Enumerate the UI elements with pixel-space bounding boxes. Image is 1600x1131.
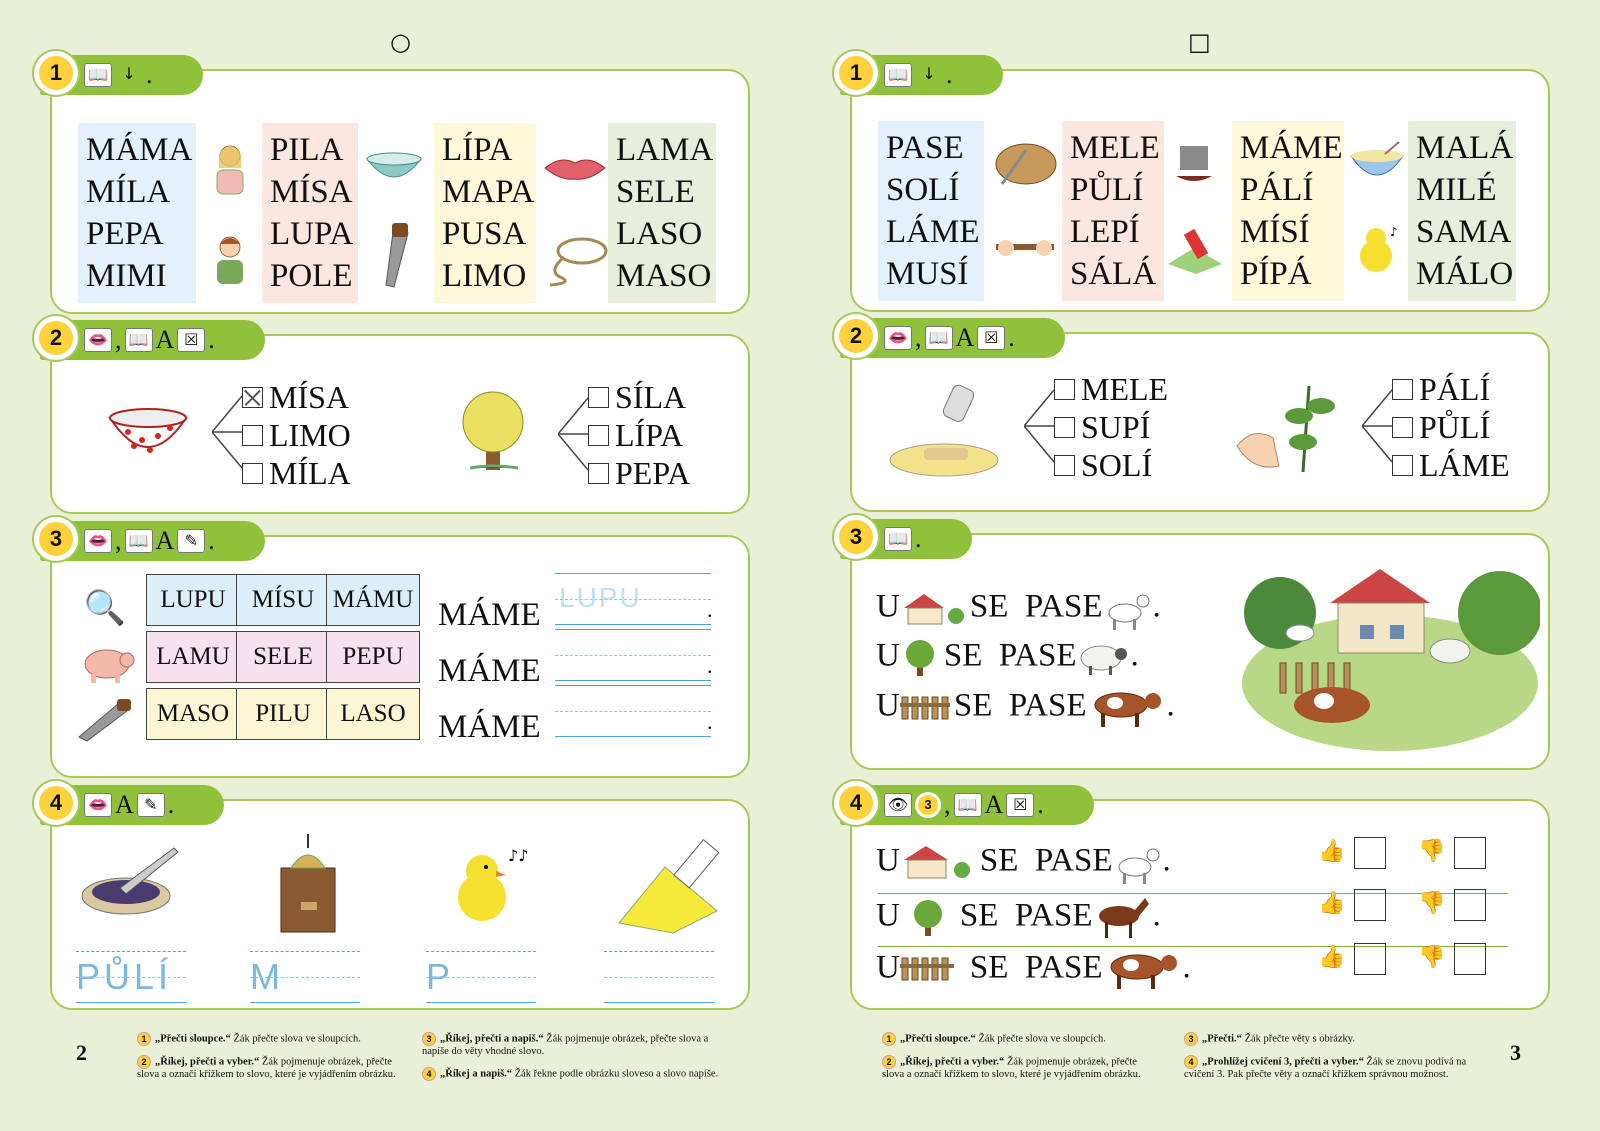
tree-picture bbox=[900, 896, 960, 940]
option: MÍSA bbox=[242, 378, 349, 416]
word: MÁMA bbox=[86, 132, 193, 168]
pen-icon: ✎ bbox=[177, 529, 205, 553]
cross-box-icon: ☒ bbox=[177, 328, 205, 352]
sentence: U SE PASE . bbox=[876, 587, 1161, 631]
sentence: U SE PASE . bbox=[876, 636, 1139, 680]
cross-box-icon: ☒ bbox=[1006, 793, 1034, 817]
pig-picture bbox=[78, 639, 136, 689]
writing-line[interactable] bbox=[555, 629, 711, 681]
word-column bbox=[78, 123, 196, 303]
mixing-bowl-picture bbox=[1346, 137, 1408, 187]
word: SÁLÁ bbox=[1070, 256, 1157, 292]
arrow-down-icon: ↓ bbox=[922, 64, 936, 83]
traced-word: M bbox=[250, 956, 280, 997]
saw-picture bbox=[74, 695, 134, 745]
farm-scene-picture bbox=[1240, 543, 1540, 753]
mouth-icon: 👄 bbox=[84, 328, 112, 352]
exercise-badge: 4 👁 3 , 📖 A ☒ . bbox=[840, 785, 1094, 825]
checkbox-checked[interactable] bbox=[242, 387, 263, 408]
checkbox[interactable] bbox=[588, 463, 609, 484]
word: PŮLÍ bbox=[1070, 172, 1144, 208]
eye-icon: 👁 bbox=[884, 793, 912, 817]
lips-picture bbox=[540, 151, 610, 185]
sheep-picture bbox=[1077, 638, 1131, 678]
exercise-number: 3 bbox=[34, 517, 78, 561]
instruction-note: 4 „Říkej a napiš.“ Žák řekne podle obrázku sloveso a slovo napíše. bbox=[422, 1067, 722, 1081]
breaking-stick-picture bbox=[990, 221, 1060, 271]
word: SAMA bbox=[1416, 214, 1512, 250]
pen-icon: ✎ bbox=[137, 793, 165, 817]
page-marker-square: □ bbox=[1188, 28, 1211, 56]
word-box: LASO bbox=[326, 688, 420, 740]
arrow-down-icon: ↓ bbox=[122, 64, 136, 83]
chick-picture bbox=[444, 841, 544, 937]
row-divider bbox=[878, 893, 1508, 894]
option: LIMO bbox=[242, 416, 351, 454]
checkbox[interactable] bbox=[1054, 379, 1075, 400]
svg-text:♪♪: ♪♪ bbox=[508, 846, 529, 865]
thumb-down-icon: 👎 bbox=[1418, 891, 1446, 916]
writing-line[interactable] bbox=[555, 685, 711, 737]
option: SÍLA bbox=[588, 378, 686, 416]
word: MÁME bbox=[1240, 130, 1343, 166]
thumb-up-icon: 👍 bbox=[1318, 891, 1346, 916]
exercise-1-right bbox=[849, 60, 1550, 312]
word-column bbox=[1232, 121, 1344, 301]
sentence-start: MÁME bbox=[438, 709, 541, 745]
word-box: PEPU bbox=[326, 631, 420, 683]
svg-text:♪: ♪ bbox=[1390, 225, 1398, 239]
word: MASO bbox=[616, 258, 712, 294]
word: PASE bbox=[886, 130, 964, 166]
instruction-note: 3 „Říkej, přečti a napiš.“ Žák pojmenuje obrázek, přečte slova a napíše do věty vhodné slovo. bbox=[422, 1033, 709, 1057]
exercise-badge: 2 👄 , 📖 A ☒ . bbox=[840, 318, 1065, 358]
word: PUSA bbox=[442, 216, 527, 252]
word-column bbox=[1408, 121, 1516, 301]
instruction-note: 2 „Říkej, přečti a vyber.“ Žák pojmenuje obrázek, přečte slova a označí křížkem to slovo, které je vyjádřením obrázku. bbox=[137, 1056, 396, 1080]
word-box: MASO bbox=[146, 688, 240, 740]
horse-picture bbox=[1093, 894, 1153, 942]
exercise-badge: 3 📖 . bbox=[840, 519, 972, 559]
checkbox[interactable] bbox=[1392, 379, 1413, 400]
cake-with-knife-picture bbox=[78, 843, 182, 923]
exercise-1-left bbox=[49, 60, 750, 314]
saw-picture bbox=[372, 221, 422, 291]
page-number: 2 bbox=[76, 1040, 87, 1065]
exercise-reference: 3 bbox=[915, 792, 941, 818]
instruction-note: 4 „Prohlížej cvičení 3, přečti a vyber.“ Žák se znovu podívá na cvičení 3. Pak přečte věty a označí křížkem správnou možnost. bbox=[1184, 1056, 1467, 1080]
option: LÍPA bbox=[588, 416, 683, 454]
checkbox[interactable] bbox=[588, 387, 609, 408]
thumb-up-icon: 👍 bbox=[1318, 839, 1346, 864]
traced-word: LUPU bbox=[559, 582, 642, 613]
house-picture bbox=[900, 844, 980, 882]
answer-box-yes[interactable] bbox=[1354, 837, 1386, 869]
exercise-3-left: 3 👄 , 📖 A ✎ . 🔍 LUPU MÍSU MÁMU LAMU SELE PEPU MASO PILU LASO MÁME MÁME MÁME LUPU . . . bbox=[50, 535, 750, 778]
word: POLE bbox=[270, 258, 353, 294]
exercise-2-left bbox=[49, 325, 750, 514]
cow-picture bbox=[1087, 685, 1167, 731]
exercise-number: 2 bbox=[34, 316, 78, 360]
writing-line[interactable] bbox=[250, 951, 360, 1003]
exercise-2-right bbox=[849, 323, 1550, 512]
checkbox[interactable] bbox=[242, 425, 263, 446]
word: MUSÍ bbox=[886, 256, 969, 292]
thumb-down-icon: 👎 bbox=[1418, 945, 1446, 970]
linden-tree-picture bbox=[456, 388, 530, 474]
book-icon: 📖 bbox=[884, 527, 912, 551]
word: LEPÍ bbox=[1070, 214, 1140, 250]
sentence: U SE PASE . bbox=[876, 894, 1161, 942]
exercise-badge: 1 📖 ↓ . bbox=[840, 55, 1003, 95]
answer-box-no[interactable] bbox=[1454, 837, 1486, 869]
book-icon: 📖 bbox=[925, 326, 953, 350]
exercise-number: 4 bbox=[34, 781, 78, 825]
exercise-number: 2 bbox=[834, 314, 878, 358]
answer-box-no[interactable] bbox=[1454, 943, 1486, 975]
option: MÍLA bbox=[242, 454, 351, 492]
goat-picture bbox=[1113, 841, 1163, 885]
exercise-number: 4 bbox=[834, 781, 878, 825]
word: PEPA bbox=[86, 216, 164, 252]
checkbox[interactable] bbox=[1054, 455, 1075, 476]
mouth-icon: 👄 bbox=[84, 793, 112, 817]
word: MIMI bbox=[86, 258, 167, 294]
word-column bbox=[262, 123, 358, 303]
checkbox[interactable] bbox=[1054, 417, 1075, 438]
checkbox[interactable] bbox=[588, 425, 609, 446]
word: MÍLA bbox=[86, 174, 171, 210]
word: LÍPA bbox=[442, 132, 513, 168]
instruction-note: 2 „Říkej, přečti a vyber.“ Žák pojmenuje obrázek, přečte slova a označí křížkem to slovo, které je vyjádřením obrázku. bbox=[882, 1056, 1141, 1080]
sentence-start: MÁME bbox=[438, 597, 541, 633]
bread-knife-picture bbox=[990, 137, 1060, 193]
answer-box-yes[interactable] bbox=[1354, 943, 1386, 975]
sentence: U SE PASE . bbox=[876, 685, 1175, 731]
word: MAPA bbox=[442, 174, 535, 210]
mouth-icon: 👄 bbox=[884, 326, 912, 350]
word: LIMO bbox=[442, 258, 527, 294]
word: PILA bbox=[270, 132, 344, 168]
answer-box-yes[interactable] bbox=[1354, 889, 1386, 921]
tree-picture bbox=[900, 636, 944, 680]
page-number: 3 bbox=[1510, 1040, 1521, 1065]
dotted-bowl-picture bbox=[108, 406, 188, 462]
word: LASO bbox=[616, 216, 703, 252]
word: MALÁ bbox=[1416, 130, 1514, 166]
thumb-down-icon: 👎 bbox=[1418, 839, 1446, 864]
word-box: SELE bbox=[236, 631, 330, 683]
exercise-badge: 3 👄 , 📖 A ✎ . bbox=[40, 521, 265, 561]
exercise-4-left bbox=[49, 790, 750, 1010]
fence-picture bbox=[900, 952, 970, 988]
option: PÁLÍ bbox=[1392, 370, 1490, 408]
exercise-badge: 4 👄 A ✎ . bbox=[40, 785, 224, 825]
writing-line[interactable] bbox=[555, 573, 711, 625]
option: LÁME bbox=[1392, 446, 1510, 484]
option: PEPA bbox=[588, 454, 690, 492]
word-box: MÁMU bbox=[326, 574, 420, 626]
writing-line[interactable] bbox=[76, 951, 186, 1003]
word: PÁLÍ bbox=[1240, 172, 1314, 208]
option: SOLÍ bbox=[1054, 446, 1152, 484]
lasso-picture bbox=[542, 231, 612, 289]
page-marker-circle: ○ bbox=[390, 28, 411, 56]
instruction-note: 1 „Přečti sloupce.“ Žák přečte slova ve sloupcích. bbox=[137, 1032, 407, 1046]
book-icon: 📖 bbox=[125, 328, 153, 352]
sentence-start: MÁME bbox=[438, 653, 541, 689]
mouth-icon: 👄 bbox=[84, 529, 112, 553]
magnifier-picture: 🔍 bbox=[83, 588, 127, 628]
exercise-number: 3 bbox=[834, 515, 878, 559]
word: SELE bbox=[616, 174, 695, 210]
word-box: LUPU bbox=[146, 574, 240, 626]
writing-line[interactable] bbox=[604, 951, 714, 1003]
book-icon: 📖 bbox=[884, 63, 912, 87]
word: MÍSÍ bbox=[1240, 214, 1310, 250]
book-icon: 📖 bbox=[84, 63, 112, 87]
nettle-hand-picture bbox=[1232, 374, 1352, 478]
glue-paper-picture bbox=[612, 831, 724, 939]
word: MÍSA bbox=[270, 174, 353, 210]
thumb-up-icon: 👍 bbox=[1318, 945, 1346, 970]
bowl-picture bbox=[364, 149, 424, 189]
word: MÁLO bbox=[1416, 256, 1514, 292]
word: MELE bbox=[1070, 130, 1160, 166]
chick-picture bbox=[1346, 221, 1412, 281]
book-icon: 📖 bbox=[125, 529, 153, 553]
word: LÁME bbox=[886, 214, 980, 250]
word-column bbox=[878, 121, 984, 301]
glue-picture bbox=[1162, 221, 1228, 277]
word-column bbox=[434, 123, 536, 303]
checkbox[interactable] bbox=[1392, 455, 1413, 476]
book-icon: 📖 bbox=[954, 793, 982, 817]
row-divider bbox=[878, 946, 1508, 947]
exercise-4-right bbox=[849, 790, 1550, 1010]
instruction-note: 1 „Přečti sloupce.“ Žák přečte slova ve sloupcích. bbox=[882, 1032, 1158, 1046]
answer-box-no[interactable] bbox=[1454, 889, 1486, 921]
traced-word: P bbox=[426, 956, 451, 997]
option: SUPÍ bbox=[1054, 408, 1150, 446]
word-column bbox=[608, 123, 716, 303]
word-box: PILU bbox=[236, 688, 330, 740]
checkbox[interactable] bbox=[1392, 417, 1413, 438]
word: SOLÍ bbox=[886, 172, 960, 208]
fence-picture bbox=[900, 691, 954, 725]
word: PÍPÁ bbox=[1240, 256, 1312, 292]
sentence: U SE PASE . bbox=[876, 947, 1191, 993]
writing-line[interactable] bbox=[426, 951, 536, 1003]
sentence: U SE PASE . bbox=[876, 841, 1171, 885]
option: PŮLÍ bbox=[1392, 408, 1490, 446]
word: MILÉ bbox=[1416, 172, 1497, 208]
option: MELE bbox=[1054, 370, 1168, 408]
word-box: MÍSU bbox=[236, 574, 330, 626]
boy-picture bbox=[204, 231, 256, 287]
cow-picture bbox=[1103, 947, 1183, 993]
exercise-number: 1 bbox=[834, 51, 878, 95]
exercise-badge: 1 📖 ↓ . bbox=[40, 55, 203, 95]
house-picture bbox=[900, 592, 970, 626]
mother-picture bbox=[204, 141, 256, 197]
coffee-grinder-picture bbox=[268, 827, 348, 937]
salting-bread-picture bbox=[888, 382, 1004, 482]
word-box: LAMU bbox=[146, 631, 240, 683]
instruction-note: 3 „Přečti.“ Žák přečte věty s obrázky. bbox=[1184, 1032, 1470, 1046]
checkbox[interactable] bbox=[242, 463, 263, 484]
traced-word: PŮLÍ bbox=[76, 956, 173, 997]
word: LAMA bbox=[616, 132, 714, 168]
exercise-3-right bbox=[849, 524, 1550, 770]
exercise-badge: 2 👄 , 📖 A ☒ . bbox=[40, 320, 265, 360]
word: LUPA bbox=[270, 216, 354, 252]
cross-box-icon: ☒ bbox=[977, 326, 1005, 350]
meat-grinder-picture bbox=[1164, 133, 1224, 189]
goat-picture bbox=[1103, 587, 1153, 631]
word-column bbox=[1062, 121, 1164, 301]
exercise-number: 1 bbox=[34, 51, 78, 95]
